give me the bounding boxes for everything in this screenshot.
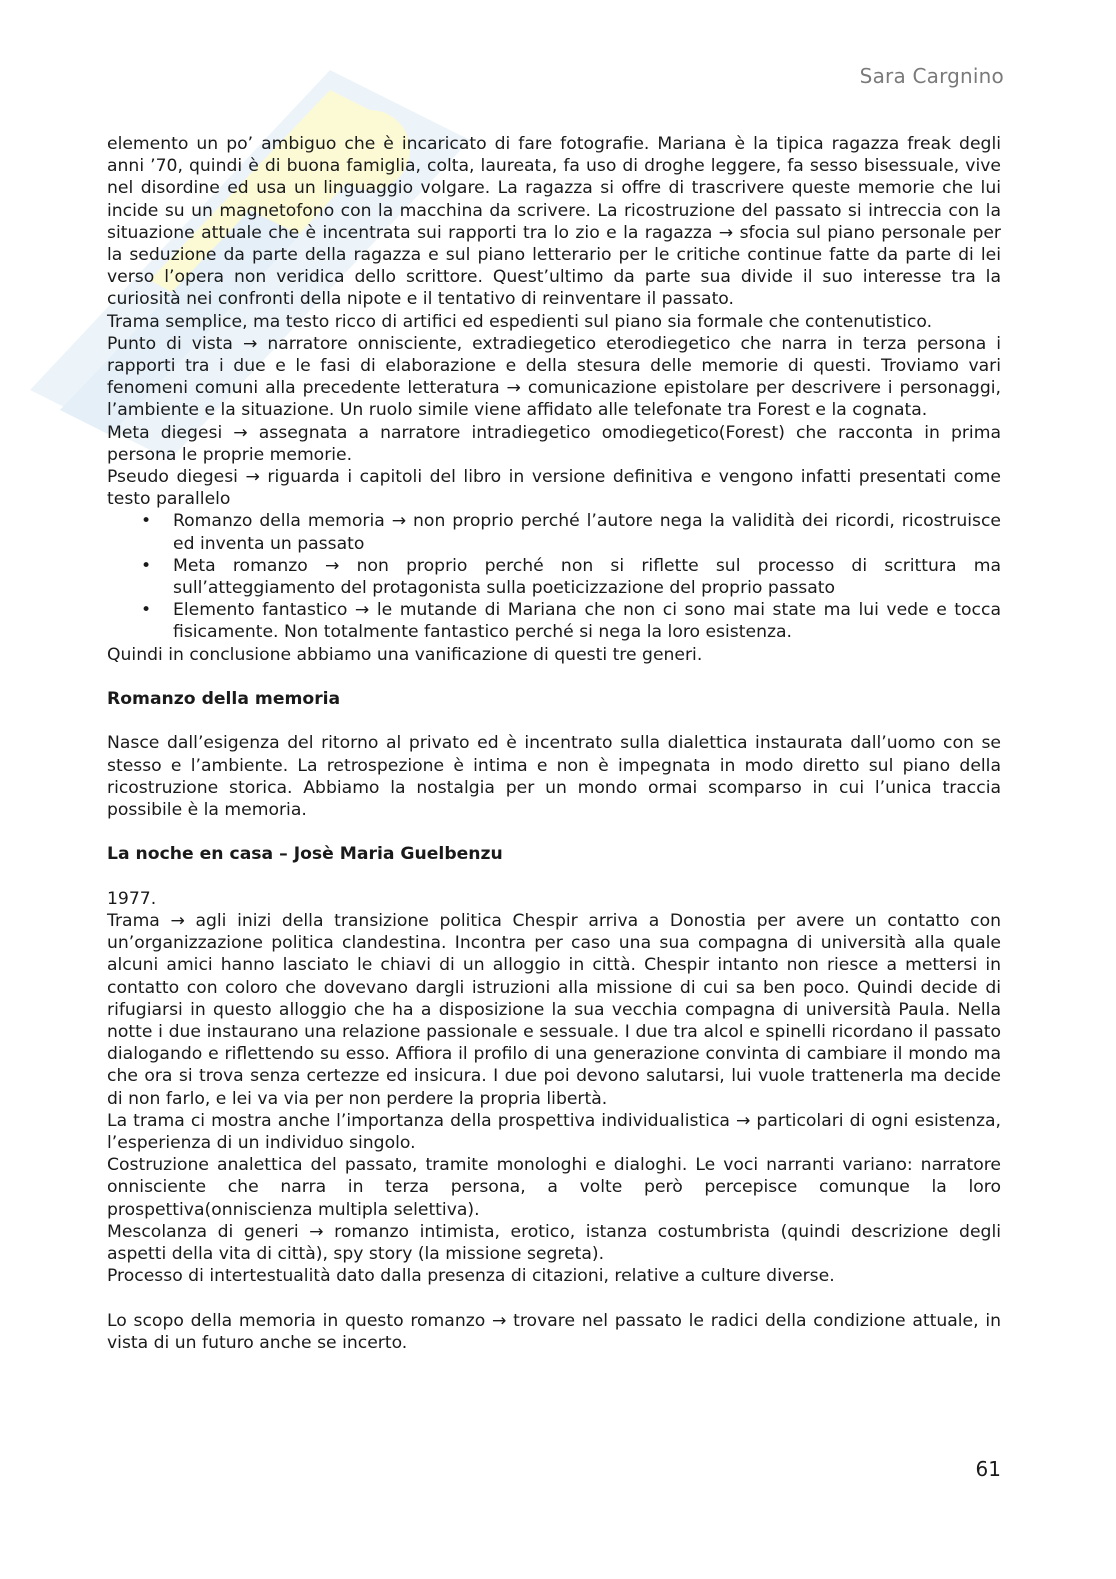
bullet-item: • Romanzo della memoria → non proprio perché l’autore nega la validità dei ricordi, ricostruisce ed inventa un passato: [173, 510, 1001, 554]
paragraph: Meta diegesi → assegnata a narratore intradiegetico omodiegetico(Forest) che racconta in prima persona le proprie memorie.: [107, 422, 1001, 465]
paragraph: Costruzione analettica del passato, tramite monologhi e dialoghi. Le voci narranti variano: narratore onnisciente che narra in terza persona, a volte però percepisce comunque la loro prospettiva(onniscienza multipla selettiva).: [107, 1155, 1001, 1220]
page-number: 61: [975, 1457, 1001, 1481]
bullet-item: • Meta romanzo → non proprio perché non si riflette sul processo di scrittura ma sull’atteggiamento del protagonista sulla poeticizzazione del proprio passato: [173, 555, 1001, 599]
page-header-author: Sara Cargnino: [859, 64, 1004, 88]
spacer: [107, 821, 1001, 843]
paragraph: elemento un po’ ambiguo che è incaricato di fare fotografie. Mariana è la tipica ragazza freak degli anni ’70, quindi è di buona famiglia, colta, laureata, fa uso di droghe leggere, fa sesso bisessuale, vive nel disordine ed usa un linguaggio volgare. La ragazza si offre di trascrivere queste memorie che lui incide su un magnetofono con la macchina da scrivere. La ricostruzione del passato si intreccia con la situazione attuale che è incentrata sui rapporti tra lo zio e la ragazza → sfocia sul piano personale per la seduzione da parte della ragazza e sul piano letterario per le critiche continue fatte da parte di lei verso l’opera non veridica dello scrittore. Quest’ultimo da parte sua divide il suo interesse tra la curiosità nei confronti della nipote e il tentativo di reinventare il passato.: [107, 134, 1001, 310]
paragraph: Trama → agli inizi della transizione politica Chespir arriva a Donostia per avere un contatto con un’organizzazione politica clandestina. Incontra per caso una sua compagna di università alla quale alcuni amici hanno lasciato le chiavi di un alloggio in città. Chespir intanto non riesce a mettersi in contatto con coloro che dovevano dargli istruzioni alla missione di cui sa ben poco. Quindi decide di rifugiarsi in questo alloggio che ha a disposizione la sua vecchia compagna di università Paula. Nella notte i due instaurano una relazione passionale e sessuale. I due tra alcol e spinelli ricordano il passato dialogando e riflettendo su esso. Affiora il profilo di una generazione convinta di cambiare il mondo ma che ora si trova senza certezze ed insicura. I due poi devono salutarsi, lui vuole trattenerla ma decide di non farlo, e lei va via per non perdere la propria libertà.: [107, 911, 1001, 1109]
paragraph: 1977.: [107, 888, 157, 909]
paragraph: Punto di vista → narratore onnisciente, extradiegetico eterodiegetico che narra in terza persona i rapporti tra i due e le fasi di elaborazione e della stesura delle memorie di questi. Troviamo vari fenomeni comuni alla precedente letteratura → comunicazione epistolare per descrivere i personaggi, l’ambiente e la situazione. Un ruolo simile viene affidato alle telefonate tra Forest e la cognata.: [107, 333, 1001, 421]
bullet-list: [107, 510, 1001, 643]
paragraph: Nasce dall’esigenza del ritorno al privato ed è incentrato sulla dialettica instaurata dall’uomo con se stesso e l’ambiente. La retrospezione è intima e non è impegnata in modo diretto sul piano della ricostruzione storica. Abbiamo la nostalgia per un mondo ormai scomparso in cui l’unica traccia possibile è la memoria.: [107, 733, 1001, 821]
section-heading: La noche en casa – Josè Maria Guelbenzu: [107, 844, 503, 865]
paragraph: Lo scopo della memoria in questo romanzo → trovare nel passato le radici della condizione attuale, in vista di un futuro anche se incerto.: [107, 1310, 1001, 1353]
bullet-item: • Elemento fantastico → le mutande di Mariana che non ci sono mai state ma lui vede e tocca fisicamente. Non totalmente fantastico perché si nega la loro esistenza.: [173, 599, 1001, 643]
paragraph: Mescolanza di generi → romanzo intimista, erotico, istanza costumbrista (quindi descrizione degli aspetti della vita di città), spy story (la missione segreta).: [107, 1221, 1001, 1265]
document-body: [107, 133, 1001, 1354]
spacer: [107, 666, 1001, 688]
paragraph: Processo di intertestualità dato dalla presenza di citazioni, relative a culture diverse.: [107, 1266, 835, 1287]
paragraph: Quindi in conclusione abbiamo una vanificazione di questi tre generi.: [107, 644, 703, 665]
spacer: [107, 866, 1001, 888]
paragraph: Trama semplice, ma testo ricco di artifici ed espedienti sul piano sia formale che contenutistico.: [107, 311, 933, 332]
paragraph: La trama ci mostra anche l’importanza della prospettiva individualistica → particolari di ogni esistenza, l’esperienza di un individuo singolo.: [107, 1110, 1001, 1154]
section-heading: Romanzo della memoria: [107, 689, 341, 710]
spacer: [107, 1288, 1001, 1310]
paragraph: Pseudo diegesi → riguarda i capitoli del libro in versione definitiva e vengono infatti presentati come testo parallelo: [107, 467, 1001, 510]
spacer: [107, 710, 1001, 732]
